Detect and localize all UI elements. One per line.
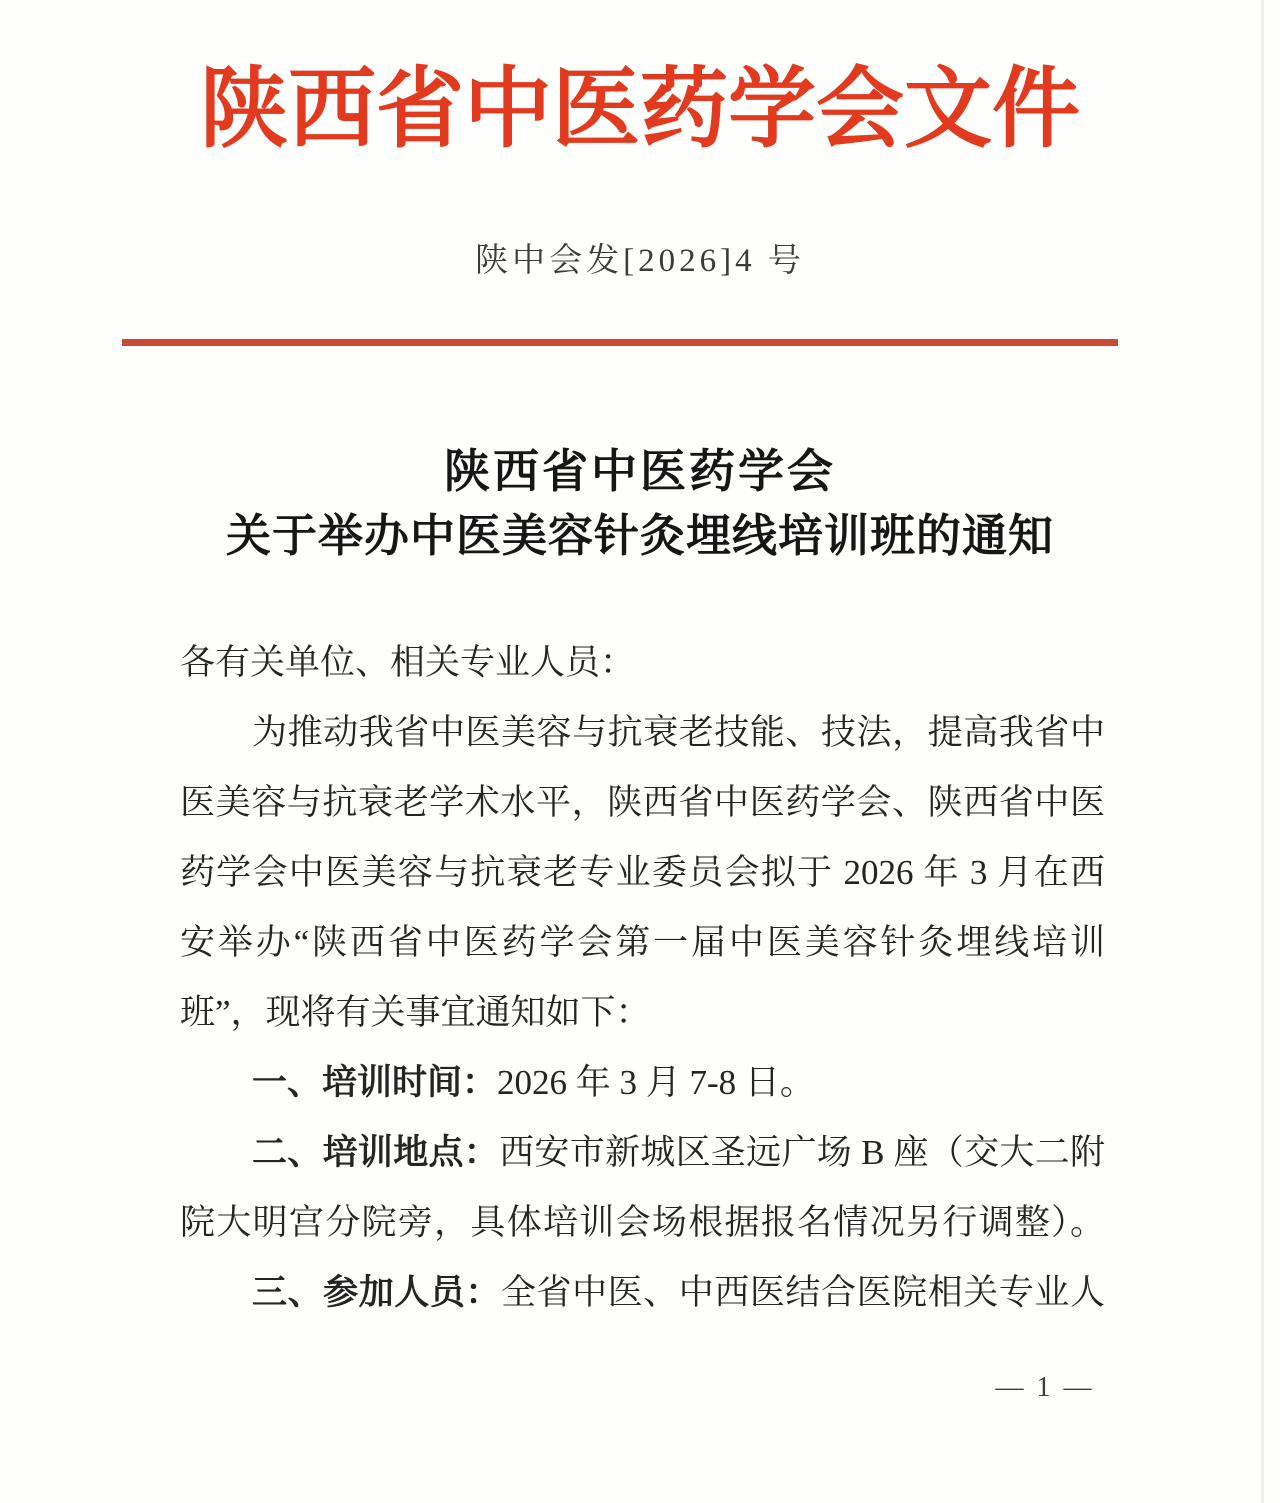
body-line-label: 一、培训时间： (252, 1063, 498, 1102)
notice-title-line2: 关于举办中医美容针灸埋线培训班的通知 (225, 511, 1054, 561)
document-number: 陕中会发[2026]4 号 (475, 243, 805, 279)
body-line (180, 628, 1105, 698)
body-line-label: 二、培训地点： (252, 1133, 500, 1172)
body-line (180, 838, 1105, 908)
document-body (180, 628, 1105, 1328)
body-line-text: 院大明宫分院旁，具体培训会场根据报名情况另行调整）。 (180, 1203, 1105, 1242)
body-line-text: 为推动我省中医美容与抗衰老技能、技法，提高我省中 (252, 713, 1105, 752)
red-divider-line (122, 339, 1118, 346)
body-line-text: 药学会中医美容与抗衰老专业委员会拟于 2026 年 3 月在西 (180, 853, 1105, 892)
body-line (180, 698, 1105, 768)
body-line-text: 全省中医、中西医结合医院相关专业人 (500, 1273, 1105, 1312)
body-line-text: 医美容与抗衰老学术水平，陕西省中医药学会、陕西省中医 (180, 783, 1105, 822)
body-line-text: 2026 年 3 月 7-8 日。 (497, 1063, 815, 1102)
body-line (180, 768, 1105, 838)
notice-title-line1: 陕西省中医药学会 (444, 446, 836, 497)
body-line-text: 安举办“陕西省中医药学会第一届中医美容针灸埋线培训 (180, 923, 1105, 962)
body-line (180, 1258, 1105, 1328)
body-line-text: 西安市新城区圣远广场 B 座（交大二附 (499, 1133, 1105, 1172)
body-line-label: 三、参加人员： (252, 1273, 501, 1312)
body-line (180, 1048, 1105, 1118)
body-line (180, 1118, 1105, 1188)
scan-edge-artifact (1261, 0, 1264, 1503)
body-line (180, 1188, 1105, 1258)
page-number: — 1 — (995, 1372, 1095, 1403)
body-line-text: 各有关单位、相关专业人员： (180, 643, 636, 682)
body-line (180, 908, 1105, 978)
body-line (180, 978, 1105, 1048)
body-line-text: 班”，现将有关事宜通知如下： (180, 993, 651, 1032)
notice-title (0, 440, 1280, 568)
red-header-org-title: 陕西省中医药学会文件 (199, 62, 1080, 159)
